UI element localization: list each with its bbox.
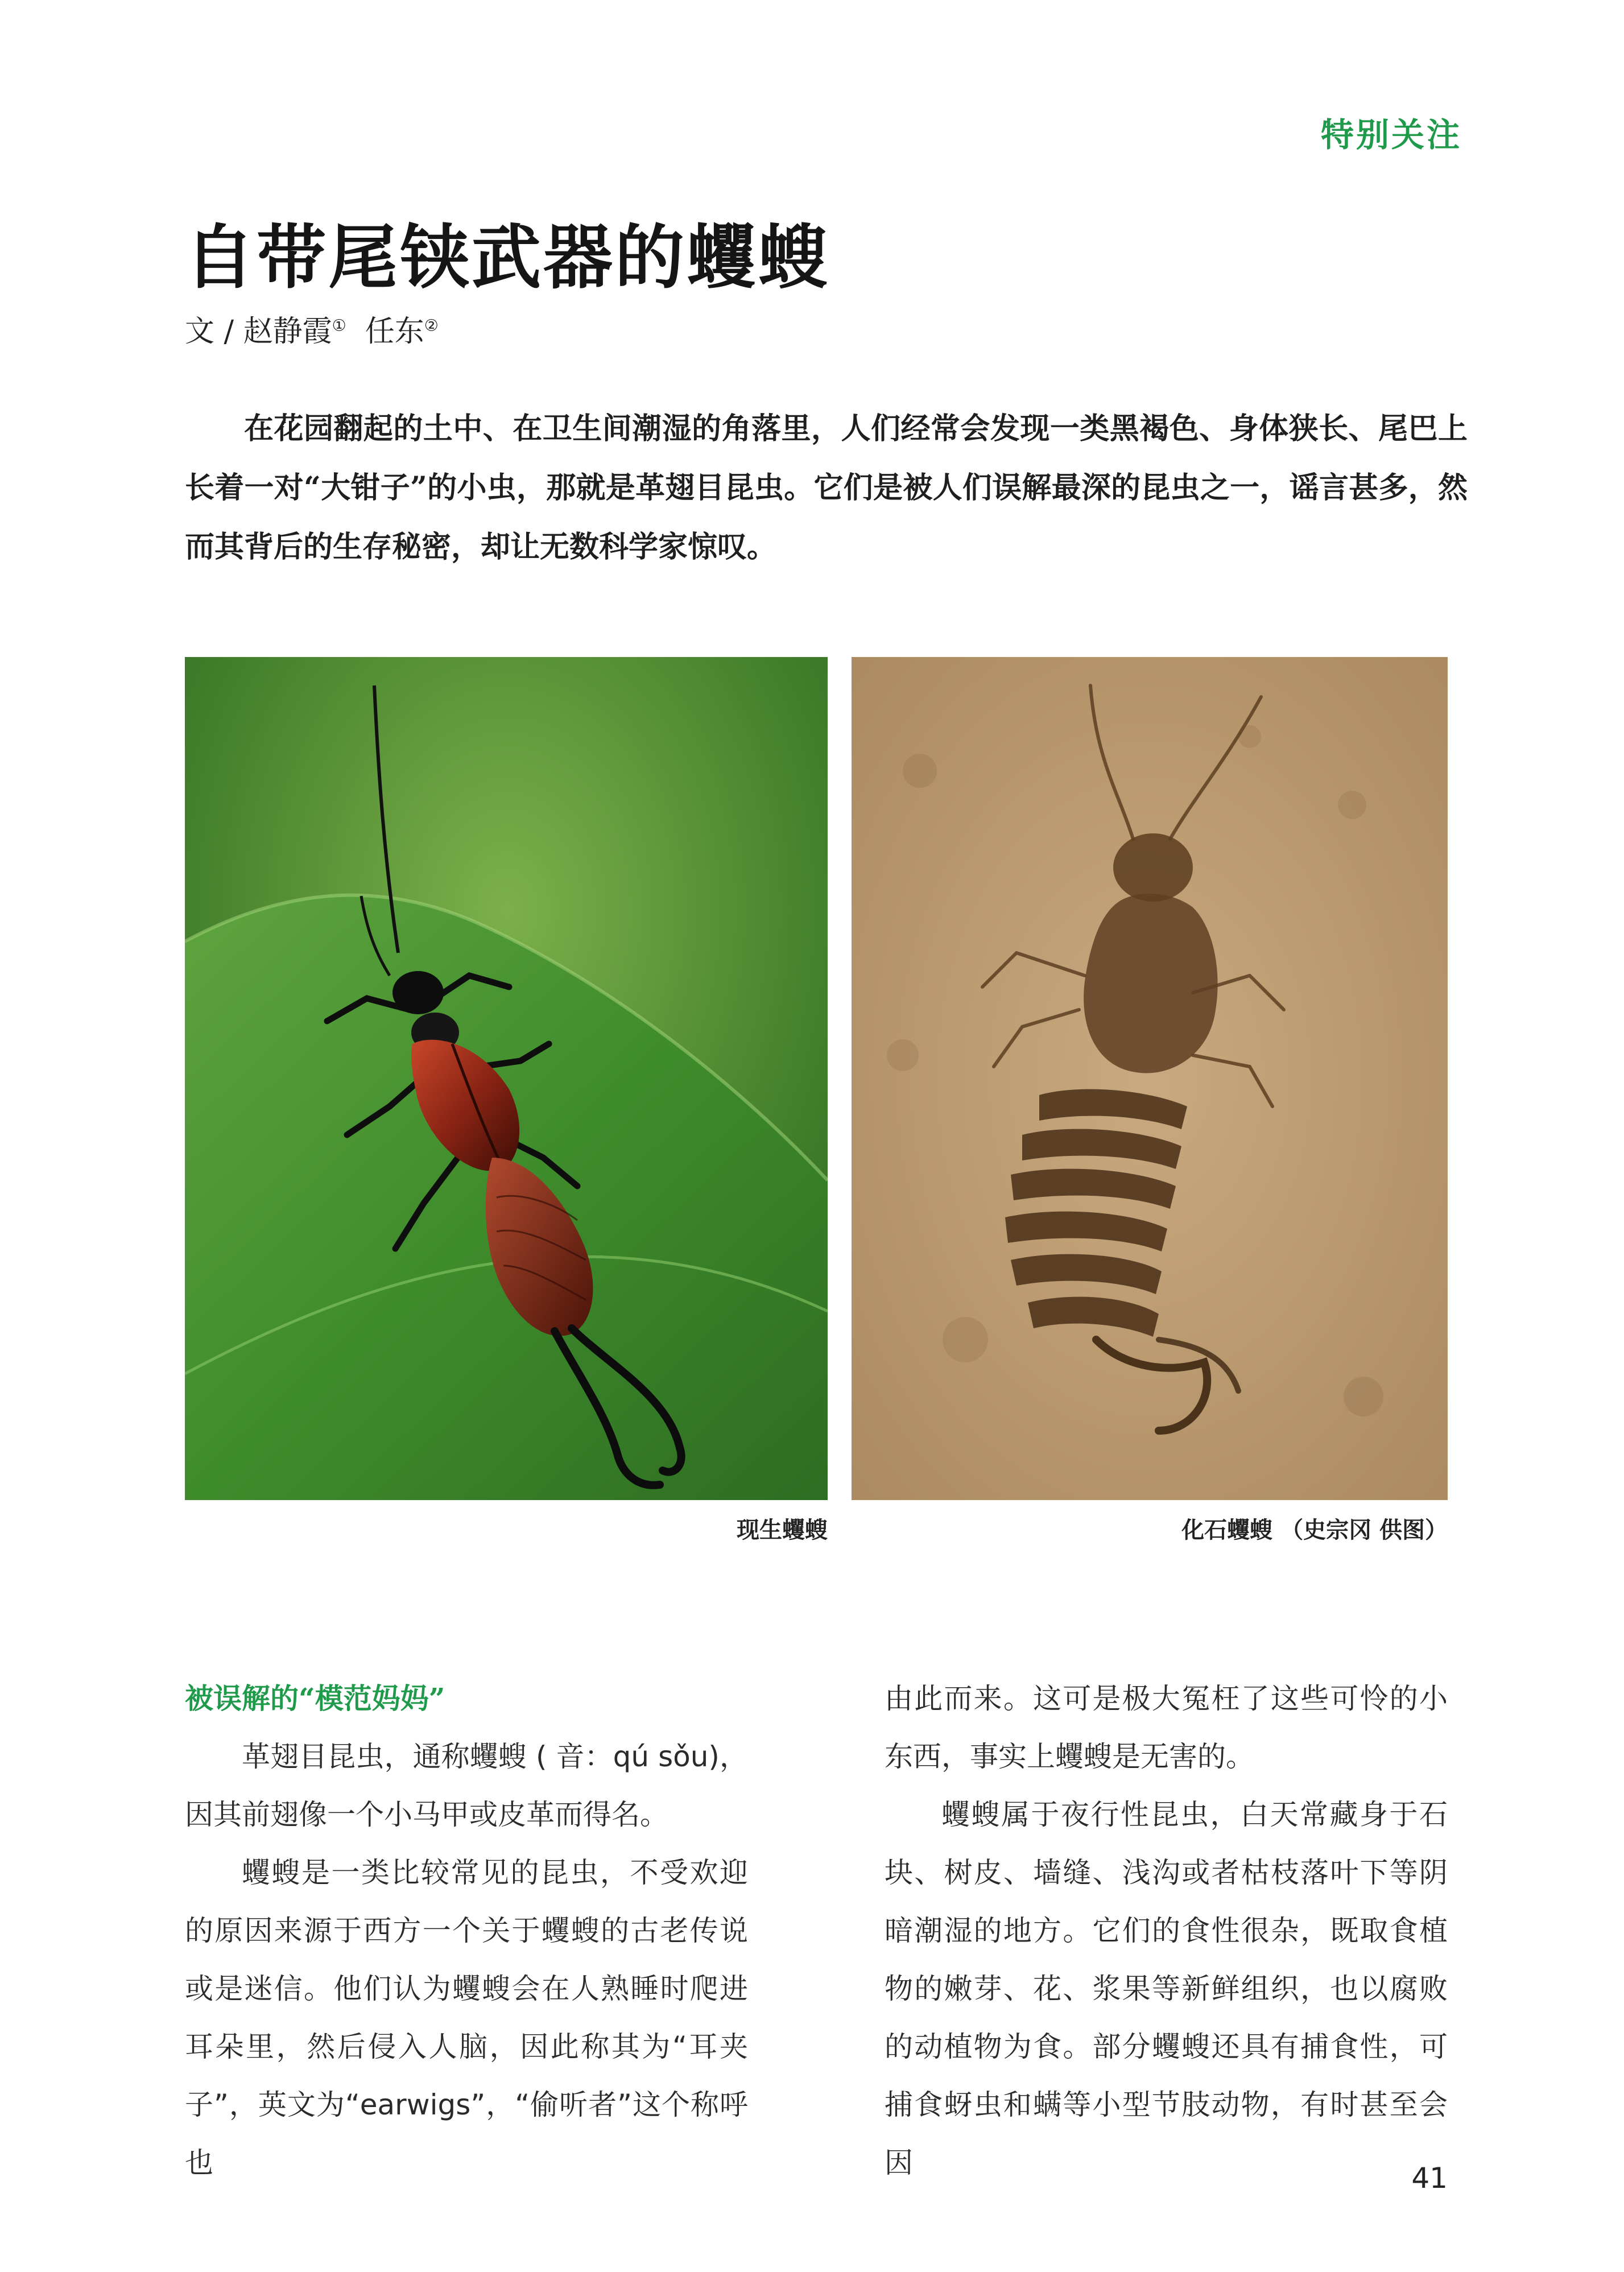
earwig-on-leaf-illustration [185, 657, 828, 1500]
byline [185, 307, 439, 350]
author-footnote-mark: ② [424, 316, 439, 335]
body-paragraph: 由此而来。这可是极大冤枉了这些可怜的小东西，事实上蠼螋是无害的。 [885, 1682, 1448, 1773]
body-paragraph: 革翅目昆虫，通称蠼螋 ( 音：qú sǒu)，因其前翅像一个小马甲或皮革而得名。 [185, 1740, 748, 1831]
author-name: 任东 [365, 315, 424, 349]
body-column-left [185, 1670, 748, 2192]
author-name: 赵静霞 [243, 315, 332, 349]
page-number: 41 [1411, 2162, 1448, 2195]
fossil-earwig-illustration [852, 657, 1448, 1500]
section-tag: 特别关注 [1320, 115, 1462, 154]
author-footnote-mark: ① [332, 316, 346, 335]
section-subhead: 被误解的“模范妈妈” [185, 1682, 445, 1715]
body-column-right [885, 1670, 1448, 2192]
photo-caption-fossil: 化石蠼螋 （史宗冈 供图） [1181, 1517, 1448, 1543]
body-paragraph: 蠼螋是一类比较常见的昆虫，不受欢迎的原因来源于西方一个关于蠼螋的古老传说或是迷信。他们认为蠼螋会在人熟睡时爬进耳朵里，然后侵入人脑，因此称其为“耳夹子”，英文为“earwigs”，“偷听者”这个称呼也 [185, 1856, 748, 2179]
photo-caption-living: 现生蠼螋 [737, 1517, 828, 1543]
byline-prefix: 文 / [185, 315, 243, 349]
article-title: 自带尾铗武器的蠼螋 [185, 217, 830, 298]
living-earwig-photo [185, 657, 828, 1500]
lead-paragraph: 在花园翻起的土中、在卫生间潮湿的角落里，人们经常会发现一类黑褐色、身体狭长、尾巴上长着一对“大钳子”的小虫，那就是革翅目昆虫。它们是被人们误解最深的昆虫之一，谣言甚多，然而其背后的生存秘密，却让无数科学家惊叹。 [185, 411, 1468, 564]
fossil-earwig-photo [852, 657, 1448, 1500]
body-paragraph: 蠼螋属于夜行性昆虫，白天常藏身于石块、树皮、墙缝、浅沟或者枯枝落叶下等阴暗潮湿的地方。它们的食性很杂，既取食植物的嫩芽、花、浆果等新鲜组织，也以腐败的动植物为食。部分蠼螋还具有捕食性，可捕食蚜虫和螨等小型节肢动物，有时甚至会因 [885, 1798, 1448, 2179]
